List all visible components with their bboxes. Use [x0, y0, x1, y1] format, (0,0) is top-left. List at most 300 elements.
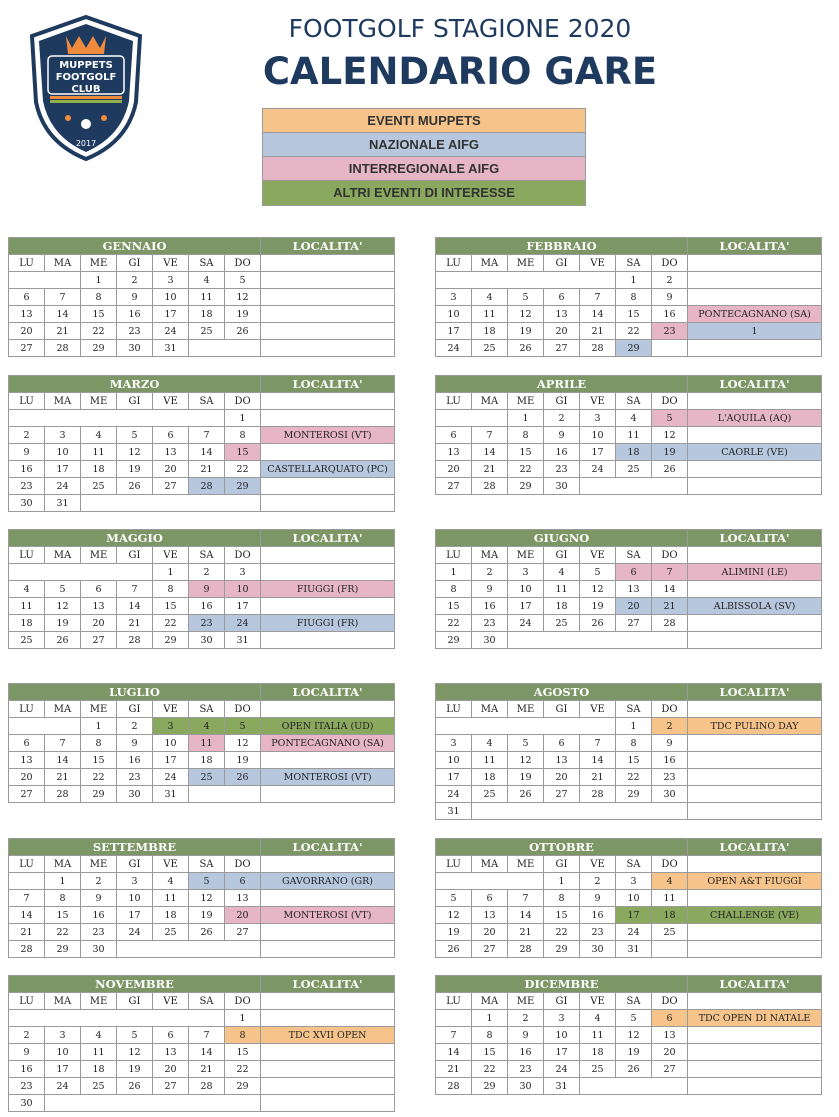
day-cell: 17: [45, 461, 81, 478]
day-cell: 11: [616, 427, 652, 444]
day-cell: 17: [153, 752, 189, 769]
day-cell: 19: [225, 306, 261, 323]
day-cell: 4: [472, 735, 508, 752]
week-row: [9, 752, 395, 769]
day-cell: 26: [225, 769, 261, 786]
day-cell: 22: [544, 924, 580, 941]
empty-cell: [117, 941, 261, 958]
location-cell: [261, 272, 395, 289]
weekday-header: SA: [616, 255, 652, 272]
day-cell: 12: [508, 306, 544, 323]
week-row: [436, 786, 822, 803]
week-row: [436, 478, 822, 495]
day-cell: 30: [9, 1095, 45, 1112]
location-cell: [261, 1010, 395, 1027]
day-cell: 23: [117, 323, 153, 340]
day-cell: 27: [153, 1078, 189, 1095]
day-cell: 6: [225, 873, 261, 890]
day-cell: 19: [45, 615, 81, 632]
day-cell: 8: [544, 890, 580, 907]
day-cell: 6: [81, 581, 117, 598]
day-cell: 2: [580, 873, 616, 890]
day-cell: 28: [580, 786, 616, 803]
day-cell: 8: [81, 289, 117, 306]
weekday-header: DO: [652, 393, 688, 410]
day-cell: 20: [472, 924, 508, 941]
day-cell: 17: [508, 598, 544, 615]
day-cell: 21: [472, 461, 508, 478]
day-cell: 1: [544, 873, 580, 890]
empty-cell: [436, 718, 616, 735]
day-cell: 25: [189, 323, 225, 340]
location-header: LOCALITA': [261, 530, 395, 547]
day-cell: 11: [472, 752, 508, 769]
svg-text:MUPPETS: MUPPETS: [59, 60, 113, 71]
day-cell: 16: [652, 752, 688, 769]
day-cell: 26: [436, 941, 472, 958]
weekday-header: SA: [616, 856, 652, 873]
week-row: [9, 1027, 395, 1044]
location-cell: [261, 890, 395, 907]
day-cell: 20: [9, 769, 45, 786]
day-cell: 10: [580, 427, 616, 444]
day-cell: 7: [9, 890, 45, 907]
month-febbraio: [435, 237, 821, 357]
location-header: LOCALITA': [688, 976, 822, 993]
day-cell: 7: [652, 564, 688, 581]
week-row: [436, 941, 822, 958]
day-cell: 21: [117, 615, 153, 632]
week-row: [9, 718, 395, 735]
empty-cell: [436, 873, 544, 890]
day-cell: 6: [153, 1027, 189, 1044]
weekday-header: LU: [436, 393, 472, 410]
location-cell: FIUGGI (FR): [261, 581, 395, 598]
day-cell: 27: [652, 1061, 688, 1078]
weekday-header: GI: [117, 993, 153, 1010]
day-cell: 30: [189, 632, 225, 649]
day-cell: 21: [189, 1061, 225, 1078]
day-cell: 20: [225, 907, 261, 924]
location-cell: [261, 547, 395, 564]
weekday-header: SA: [189, 856, 225, 873]
day-cell: 12: [117, 444, 153, 461]
location-cell: [688, 924, 822, 941]
day-cell: 20: [544, 769, 580, 786]
day-cell: 18: [81, 1061, 117, 1078]
location-cell: PONTECAGNANO (SA): [688, 306, 822, 323]
day-cell: 13: [9, 306, 45, 323]
day-cell: 5: [652, 410, 688, 427]
month-name: GENNAIO: [9, 238, 261, 255]
weekday-header: GI: [544, 856, 580, 873]
day-cell: 4: [652, 873, 688, 890]
month-aprile: [435, 375, 821, 495]
location-cell: [261, 941, 395, 958]
weekday-header: LU: [9, 701, 45, 718]
week-row: [436, 427, 822, 444]
day-cell: 1: [472, 1010, 508, 1027]
day-cell: 8: [45, 890, 81, 907]
day-cell: 8: [508, 427, 544, 444]
day-cell: 18: [652, 907, 688, 924]
page-subtitle: FOOTGOLF STAGIONE 2020: [288, 14, 632, 43]
month-name: MARZO: [9, 376, 261, 393]
location-cell: [261, 323, 395, 340]
day-cell: 2: [117, 272, 153, 289]
day-cell: 15: [508, 444, 544, 461]
location-header: LOCALITA': [261, 976, 395, 993]
day-cell: 13: [153, 1044, 189, 1061]
weekday-header: ME: [81, 993, 117, 1010]
day-cell: 8: [616, 735, 652, 752]
week-row: [436, 410, 822, 427]
day-cell: 16: [9, 461, 45, 478]
week-row: [436, 272, 822, 289]
weekday-header: ME: [508, 255, 544, 272]
day-cell: 7: [508, 890, 544, 907]
day-cell: 14: [436, 1044, 472, 1061]
day-cell: 20: [153, 461, 189, 478]
day-cell: 7: [189, 427, 225, 444]
month-name: FEBBRAIO: [436, 238, 688, 255]
day-cell: 4: [472, 289, 508, 306]
day-cell: 4: [616, 410, 652, 427]
location-cell: [688, 632, 822, 649]
empty-cell: [436, 272, 616, 289]
day-cell: 11: [472, 306, 508, 323]
day-cell: 22: [508, 461, 544, 478]
weekday-header: ME: [81, 701, 117, 718]
weekday-header: VE: [580, 393, 616, 410]
day-cell: 3: [508, 564, 544, 581]
day-cell: 23: [544, 461, 580, 478]
day-cell: 12: [508, 752, 544, 769]
day-cell: 23: [508, 1061, 544, 1078]
day-cell: 27: [544, 786, 580, 803]
day-cell: 5: [225, 718, 261, 735]
empty-cell: [45, 1095, 261, 1112]
location-cell: [261, 495, 395, 512]
day-cell: 29: [616, 340, 652, 357]
day-cell: 28: [189, 478, 225, 495]
day-cell: 9: [117, 735, 153, 752]
day-cell: 13: [652, 1027, 688, 1044]
location-cell: MONTEROSI (VT): [261, 427, 395, 444]
day-cell: 1: [616, 718, 652, 735]
month-name: LUGLIO: [9, 684, 261, 701]
week-row: [9, 735, 395, 752]
day-cell: 2: [9, 427, 45, 444]
day-cell: 4: [153, 873, 189, 890]
day-cell: 24: [117, 924, 153, 941]
day-cell: 6: [153, 427, 189, 444]
location-cell: [688, 735, 822, 752]
day-cell: 12: [616, 1027, 652, 1044]
day-cell: 10: [508, 581, 544, 598]
day-cell: 2: [472, 564, 508, 581]
day-cell: 11: [81, 1044, 117, 1061]
day-cell: 16: [508, 1044, 544, 1061]
location-cell: [261, 1095, 395, 1112]
day-cell: 20: [544, 323, 580, 340]
location-cell: [688, 993, 822, 1010]
month-name: MAGGIO: [9, 530, 261, 547]
empty-cell: [652, 941, 688, 958]
location-cell: TDC XVII OPEN: [261, 1027, 395, 1044]
weekday-header: VE: [153, 856, 189, 873]
day-cell: 27: [9, 786, 45, 803]
weekday-header: DO: [225, 856, 261, 873]
day-cell: 4: [580, 1010, 616, 1027]
location-cell: [688, 1027, 822, 1044]
day-cell: 9: [580, 890, 616, 907]
legend-item-interregionale: INTERREGIONALE AIFG: [263, 157, 585, 181]
day-cell: 2: [189, 564, 225, 581]
day-cell: 20: [153, 1061, 189, 1078]
day-cell: 24: [436, 340, 472, 357]
month-agosto: [435, 683, 821, 820]
day-cell: 7: [436, 1027, 472, 1044]
muppets-footgolf-club-logo: [28, 14, 144, 162]
day-cell: 17: [436, 769, 472, 786]
day-cell: 23: [81, 924, 117, 941]
day-cell: 8: [81, 735, 117, 752]
weekday-header: DO: [652, 993, 688, 1010]
day-cell: 16: [472, 598, 508, 615]
day-cell: 30: [9, 495, 45, 512]
weekday-header: VE: [580, 255, 616, 272]
day-cell: 15: [225, 1044, 261, 1061]
day-cell: 14: [9, 907, 45, 924]
weekday-header: DO: [652, 701, 688, 718]
day-cell: 2: [652, 272, 688, 289]
weekday-header: MA: [45, 547, 81, 564]
day-cell: 25: [81, 1078, 117, 1095]
day-cell: 26: [652, 461, 688, 478]
weekday-header: SA: [189, 701, 225, 718]
weekday-header: MA: [45, 393, 81, 410]
day-cell: 15: [544, 907, 580, 924]
empty-cell: [652, 340, 688, 357]
empty-cell: [436, 1010, 472, 1027]
day-cell: 17: [544, 1044, 580, 1061]
day-cell: 29: [225, 478, 261, 495]
weekday-header: LU: [436, 993, 472, 1010]
day-cell: 23: [9, 1078, 45, 1095]
location-cell: PONTECAGNANO (SA): [261, 735, 395, 752]
day-cell: 12: [117, 1044, 153, 1061]
week-row: [9, 890, 395, 907]
weekday-header: GI: [117, 701, 153, 718]
day-cell: 26: [508, 340, 544, 357]
day-cell: 16: [652, 306, 688, 323]
day-cell: 18: [544, 598, 580, 615]
location-cell: [688, 581, 822, 598]
day-cell: 3: [117, 873, 153, 890]
weekday-header: SA: [189, 255, 225, 272]
month-novembre: [8, 975, 394, 1112]
location-cell: [688, 615, 822, 632]
location-cell: OPEN A&T FIUGGI: [688, 873, 822, 890]
day-cell: 14: [580, 306, 616, 323]
svg-text:FOOTGOLF: FOOTGOLF: [55, 72, 117, 83]
day-cell: 1: [688, 323, 822, 340]
day-cell: 31: [616, 941, 652, 958]
day-cell: 24: [580, 461, 616, 478]
day-cell: 25: [472, 340, 508, 357]
day-cell: 29: [436, 632, 472, 649]
day-cell: 18: [81, 461, 117, 478]
weekday-header: DO: [225, 393, 261, 410]
day-cell: 6: [544, 735, 580, 752]
location-cell: ALIMINI (LE): [688, 564, 822, 581]
day-cell: 14: [508, 907, 544, 924]
day-cell: 6: [9, 735, 45, 752]
location-cell: [261, 410, 395, 427]
day-cell: 19: [436, 924, 472, 941]
day-cell: 15: [472, 1044, 508, 1061]
day-cell: 23: [117, 769, 153, 786]
day-cell: 5: [436, 890, 472, 907]
day-cell: 13: [436, 444, 472, 461]
day-cell: 25: [189, 769, 225, 786]
location-cell: [261, 306, 395, 323]
day-cell: 3: [616, 873, 652, 890]
week-row: [9, 873, 395, 890]
month-gennaio: [8, 237, 394, 357]
location-cell: [261, 1078, 395, 1095]
day-cell: 26: [580, 615, 616, 632]
day-cell: 13: [472, 907, 508, 924]
day-cell: 15: [153, 598, 189, 615]
day-cell: 9: [472, 581, 508, 598]
weekday-header: LU: [436, 856, 472, 873]
weekday-header: ME: [508, 993, 544, 1010]
location-cell: [261, 701, 395, 718]
day-cell: 27: [436, 478, 472, 495]
location-header: LOCALITA': [688, 376, 822, 393]
location-cell: [688, 769, 822, 786]
day-cell: 11: [9, 598, 45, 615]
day-cell: 14: [45, 306, 81, 323]
day-cell: 20: [81, 615, 117, 632]
location-cell: CASTELLARQUATO (PC): [261, 461, 395, 478]
week-row: [9, 444, 395, 461]
day-cell: 8: [153, 581, 189, 598]
day-cell: 14: [472, 444, 508, 461]
location-cell: [261, 786, 395, 803]
week-row: [9, 632, 395, 649]
day-cell: 22: [436, 615, 472, 632]
day-cell: 24: [436, 786, 472, 803]
day-cell: 11: [81, 444, 117, 461]
day-cell: 4: [189, 272, 225, 289]
day-cell: 19: [225, 752, 261, 769]
day-cell: 18: [616, 444, 652, 461]
day-cell: 12: [580, 581, 616, 598]
legend-item-altri: ALTRI EVENTI DI INTERESSE: [263, 181, 585, 205]
day-cell: 9: [189, 581, 225, 598]
empty-cell: [580, 478, 688, 495]
day-cell: 19: [580, 598, 616, 615]
day-cell: 1: [616, 272, 652, 289]
week-row: [436, 735, 822, 752]
empty-cell: [9, 873, 45, 890]
day-cell: 19: [508, 323, 544, 340]
day-cell: 18: [153, 907, 189, 924]
location-header: LOCALITA': [688, 839, 822, 856]
weekday-header: LU: [9, 547, 45, 564]
day-cell: 31: [544, 1078, 580, 1095]
week-row: [436, 752, 822, 769]
day-cell: 13: [225, 890, 261, 907]
day-cell: 14: [45, 752, 81, 769]
empty-cell: [472, 803, 688, 820]
day-cell: 26: [117, 478, 153, 495]
day-cell: 6: [9, 289, 45, 306]
day-cell: 25: [472, 786, 508, 803]
day-cell: 3: [544, 1010, 580, 1027]
location-header: LOCALITA': [261, 238, 395, 255]
week-row: [436, 890, 822, 907]
location-cell: [261, 752, 395, 769]
weekday-header: MA: [472, 856, 508, 873]
day-cell: 12: [652, 427, 688, 444]
day-cell: 3: [45, 1027, 81, 1044]
week-row: [436, 581, 822, 598]
week-row: [9, 427, 395, 444]
weekday-header: DO: [225, 547, 261, 564]
day-cell: 10: [45, 1044, 81, 1061]
location-cell: [261, 393, 395, 410]
week-row: [9, 410, 395, 427]
day-cell: 8: [472, 1027, 508, 1044]
day-cell: 27: [153, 478, 189, 495]
week-row: [9, 941, 395, 958]
day-cell: 1: [81, 272, 117, 289]
day-cell: 11: [189, 289, 225, 306]
day-cell: 20: [436, 461, 472, 478]
day-cell: 16: [117, 306, 153, 323]
day-cell: 19: [189, 907, 225, 924]
legend: [262, 108, 586, 206]
day-cell: 1: [225, 410, 261, 427]
day-cell: 19: [508, 769, 544, 786]
day-cell: 12: [225, 289, 261, 306]
location-cell: CAORLE (VE): [688, 444, 822, 461]
month-name: APRILE: [436, 376, 688, 393]
day-cell: 16: [9, 1061, 45, 1078]
day-cell: 1: [225, 1010, 261, 1027]
location-cell: TDC PULINO DAY: [688, 718, 822, 735]
day-cell: 5: [189, 873, 225, 890]
day-cell: 10: [45, 444, 81, 461]
weekday-header: VE: [580, 856, 616, 873]
weekday-header: DO: [652, 255, 688, 272]
day-cell: 13: [153, 444, 189, 461]
location-cell: MONTEROSI (VT): [261, 907, 395, 924]
month-marzo: [8, 375, 394, 512]
week-row: [436, 769, 822, 786]
empty-cell: [9, 410, 225, 427]
day-cell: 10: [436, 752, 472, 769]
day-cell: 29: [45, 941, 81, 958]
day-cell: 4: [81, 1027, 117, 1044]
day-cell: 15: [616, 752, 652, 769]
location-cell: OPEN ITALIA (UD): [261, 718, 395, 735]
week-row: [9, 323, 395, 340]
